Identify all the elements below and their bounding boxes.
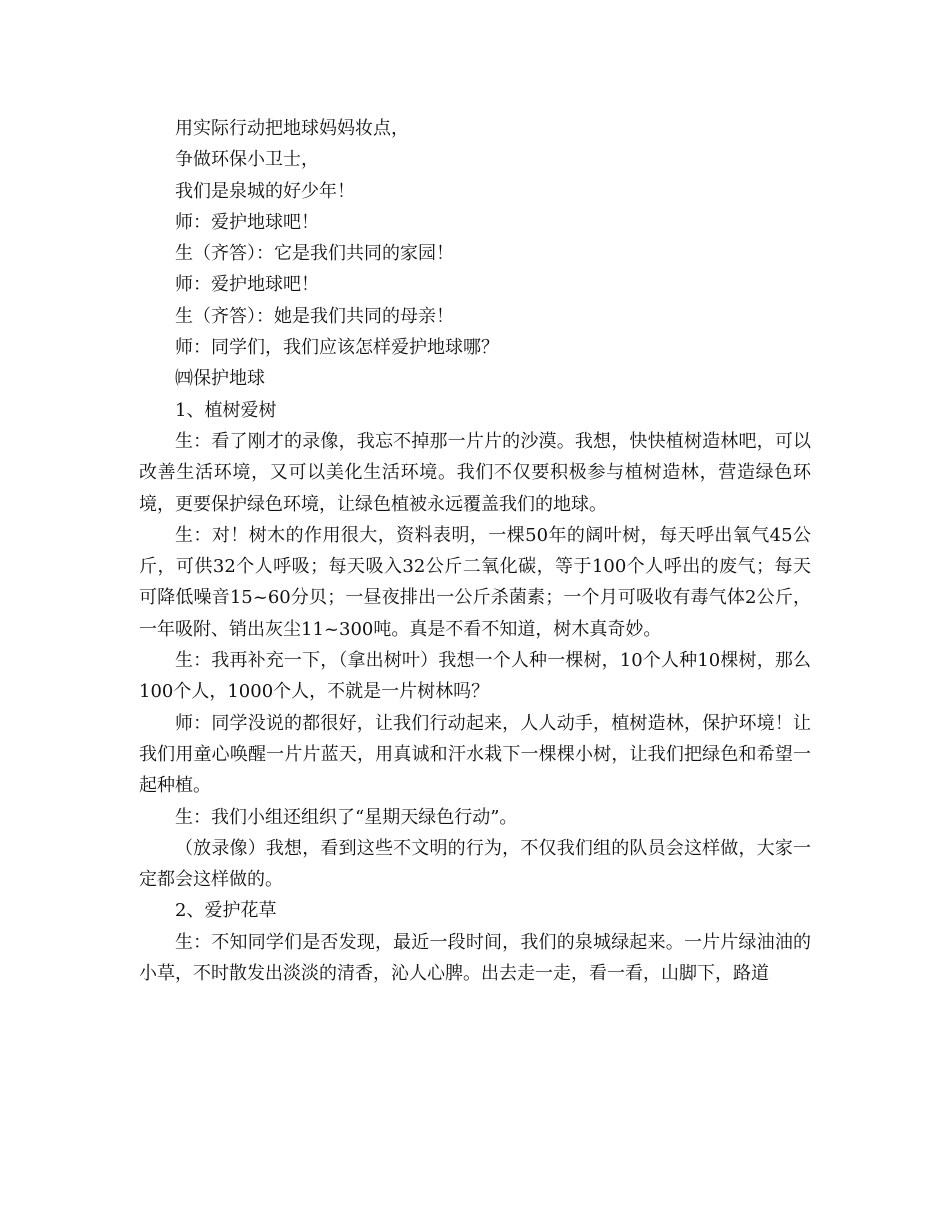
section-heading: ㈣保护地球 [175, 368, 265, 390]
verse-line-2: 争做环保小卫士， [175, 149, 319, 171]
subsection-heading: 1、植树爱树 [175, 399, 277, 421]
dialogue-line: 师：爱护地球吧！ [175, 274, 319, 296]
body-paragraph: 师：同学没说的都很好，让我们行动起来，人人动手，植树造林，保护环境！让我们用童心唤醒一片片蓝天，用真诚和汗水栽下一棵棵小树，让我们把绿色和希望一起种植。 [139, 712, 811, 797]
verse-line-3: 我们是泉城的好少年！ [175, 180, 355, 202]
verse-line-1: 用实际行动把地球妈妈妆点， [175, 118, 409, 139]
dialogue-line: 生（齐答）：它是我们共同的家园！ [175, 243, 454, 265]
dialogue-line: 师：同学们，我们应该怎样爱护地球哪？ [175, 337, 499, 359]
subsection-heading: 2、爱护花草 [175, 900, 277, 922]
body-paragraph: 生：看了刚才的录像，我忘不掉那一片片的沙漠。我想，快快植树造林吧，可以改善生活环境，又可以美化生活环境。我们不仅要积极参与植树造林，营造绿色环境，更要保护绿色环境，让绿色植被永远覆盖我们的地球。 [139, 430, 811, 515]
dialogue-line: 师：爱护地球吧！ [175, 211, 319, 233]
body-paragraph: 生：我们小组还组织了“星期天绿色行动”。 [175, 806, 518, 828]
body-paragraph: 生：对！树木的作用很大，资料表明，一棵50年的阔叶树，每天呼出氧气45公斤，可供32个人呼吸；每天吸入32公斤二氧化碳，等于100个人呼出的废气；每天可降低噪音15~60分贝；一昼夜排出一公斤杀菌素；一个月可吸收有毒气体2公斤，一年吸附、销出灰尘11~300吨。真是不看不知道，树木真奇妙。 [139, 524, 811, 640]
body-paragraph: 生：我再补充一下，（拿出树叶）我想一个人种一棵树，10个人种10棵树，那么100个人，1000个人，不就是一片树林吗？ [139, 650, 811, 703]
body-paragraph: 生：不知同学们是否发现，最近一段时间，我们的泉城绿起来。一片片绿油油的小草，不时散发出淡淡的清香，沁人心脾。出去走一走，看一看，山脚下，路道 [139, 931, 811, 985]
document-body [139, 113, 811, 989]
body-paragraph: （放录像）我想，看到这些不文明的行为，不仅我们组的队员会这样做，大家一定都会这样做的。 [139, 837, 811, 891]
dialogue-line: 生（齐答）：她是我们共同的母亲！ [175, 305, 454, 327]
